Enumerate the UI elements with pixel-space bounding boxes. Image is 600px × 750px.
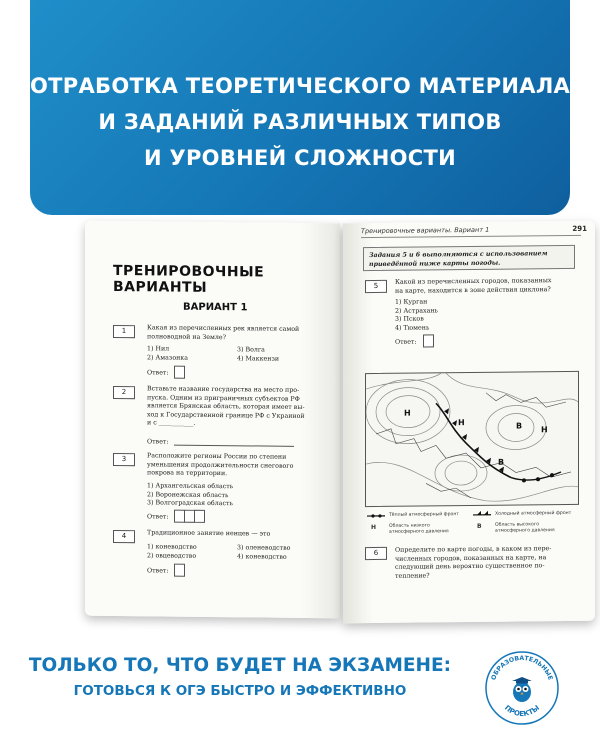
question-1-options-b [237, 346, 279, 363]
question-6-line: Определите по карте погоды, в каком из пере- [395, 545, 552, 554]
question-3-number: 3 [113, 453, 135, 466]
question-6-number: 6 [365, 547, 387, 560]
answer-box[interactable] [174, 366, 185, 379]
variant-heading: ВАРИАНТ 1 [183, 301, 248, 314]
warm-front-markers [522, 473, 554, 482]
question-6-text [395, 545, 551, 581]
question-5-number: 5 [365, 280, 387, 293]
legend-line: атмосферного давления [389, 529, 449, 535]
legend-line: атмосферного давления [495, 528, 555, 534]
question-2-line: пуска. Одним из приграничных субъектов РФ [147, 393, 300, 403]
legend-line: Область высокого [495, 522, 540, 528]
option: 3) Псков [395, 315, 424, 323]
option: 1) Нил [147, 345, 170, 353]
option: 2) Астрахань [395, 306, 438, 315]
question-3-line: уменьшения продолжительности снегового [147, 460, 294, 470]
isobars [366, 372, 578, 503]
title-line-1: ТРЕНИРОВОЧНЫЕ [113, 262, 265, 281]
open-book [85, 222, 595, 622]
option: 4) Маккензи [237, 354, 280, 363]
question-6-line: численных городов, показанных на карте, на [395, 553, 547, 563]
note-line: Задания 5 и 6 выполняются с использованием [369, 250, 548, 260]
running-header: Тренировочные варианты. Вариант 1 [361, 225, 581, 238]
question-5-line: Какой из перечисленных городов, показанных [395, 277, 552, 286]
answer-label: Ответ: [147, 513, 169, 521]
question-4-line: Традиционное занятие ненцев — это [147, 529, 271, 538]
question-4-options-a [147, 543, 197, 561]
question-5-options [395, 298, 438, 332]
weather-map [365, 371, 579, 507]
answer-label: Ответ: [147, 567, 169, 575]
title-line-2: ВАРИАНТЫ [113, 278, 208, 296]
option: 2) Воронежская область [147, 490, 229, 499]
page-number: 291 [572, 224, 587, 233]
low-pressure-label-1: Н [404, 408, 411, 418]
option: 4) коневодство [237, 552, 287, 561]
question-1-line: полноводной на Земле? [147, 332, 226, 341]
option: 1) коневодство [147, 543, 197, 551]
question-2-line: является Брянская область, которая имеет вы- [147, 402, 305, 411]
instruction-note [363, 245, 575, 271]
question-3-line: покрова на территории. [147, 469, 228, 478]
headline-line-3: И УРОВНЕЙ СЛОЖНОСТИ [144, 146, 456, 170]
question-3-options [147, 482, 233, 508]
low-pressure-label-3: Н [541, 425, 548, 435]
question-4-options-b [237, 544, 290, 562]
option: 4) Тюмень [395, 323, 430, 332]
question-4-number: 4 [113, 530, 135, 543]
left-page [85, 221, 340, 619]
question-6-line: тепление? [395, 571, 430, 580]
tagline-primary: ТОЛЬКО ТО, ЧТО БУДЕТ НА ЭКЗАМЕНЕ: [28, 655, 452, 676]
front-markers [444, 408, 504, 474]
question-1-number: 1 [113, 325, 135, 338]
question-5-text [395, 277, 551, 296]
question-3-text [147, 452, 293, 479]
legend-warm-front: Тёплый атмосферный фронт [389, 512, 460, 518]
question-2-line: Вставьте название государства на место про- [147, 385, 300, 394]
question-2-line: ход к Государственной границе РФ с Украиной [147, 410, 305, 420]
option: 3) Волга [237, 346, 265, 354]
answer-line[interactable] [174, 445, 294, 447]
logo-text-bottom: ПРОЕКТЫ [502, 703, 542, 719]
logo-text-top: ОБРАЗОВАТЕЛЬНЫЕ [490, 654, 554, 682]
answer-box[interactable] [194, 510, 205, 523]
question-4-text [147, 529, 270, 539]
legend-low-letter: Н [371, 523, 377, 532]
legend-high-letter: В [477, 522, 482, 530]
right-page [343, 221, 595, 624]
option: 3) оленеводство [237, 544, 291, 552]
question-2-number: 2 [113, 386, 135, 399]
option: 2) Амазонка [147, 353, 188, 362]
answer-box[interactable] [423, 334, 434, 347]
answer-label: Ответ: [395, 338, 417, 346]
answer-label: Ответ: [147, 438, 169, 446]
high-pressure-label-2: В [516, 421, 523, 431]
question-1-line: Какая из перечисленных рек является самой [147, 324, 300, 333]
high-pressure-label-1: В [498, 457, 505, 467]
headline-line-1: ОТРАБОТКА ТЕОРЕТИЧЕСКОГО МАТЕРИАЛА [30, 74, 571, 98]
question-1-options-a [147, 345, 188, 362]
weather-map-graphic [366, 372, 578, 506]
publisher-logo [484, 650, 560, 726]
question-5-line: на карте, находится в зоне действия циклона? [395, 285, 551, 295]
question-2-text [147, 385, 305, 429]
answer-box[interactable] [174, 564, 185, 577]
option: 2) овцеводство [147, 551, 197, 560]
question-3-line: Расположите регионы России по степени [147, 452, 287, 461]
question-1-text [147, 324, 299, 343]
legend-low-text [389, 523, 449, 536]
option: 3) Волгоградская область [147, 499, 233, 508]
question-6-line: следующий день вероятно существенное по- [395, 562, 545, 571]
question-2-line: и с ___________. [147, 419, 196, 427]
left-page-title [113, 263, 264, 297]
answer-label: Ответ: [147, 369, 169, 377]
note-line: приведённой ниже карты погоды. [369, 259, 501, 269]
legend-high-text [495, 522, 555, 535]
legend-cold-front: Холодный атмосферный фронт [495, 510, 572, 517]
owl-mascot-icon [512, 677, 532, 702]
headline [30, 68, 570, 176]
tagline-secondary: ГОТОВЬСЯ К ОГЭ БЫСТРО И ЭФФЕКТИВНО [73, 683, 407, 699]
headline-line-2: И ЗАДАНИЙ РАЗЛИЧНЫХ ТИПОВ [98, 110, 502, 134]
option: 1) Архангельская область [147, 482, 234, 491]
option: 1) Курган [395, 298, 428, 306]
legend-line: Область низкого [389, 523, 430, 529]
low-pressure-label-2: Н [458, 418, 465, 428]
